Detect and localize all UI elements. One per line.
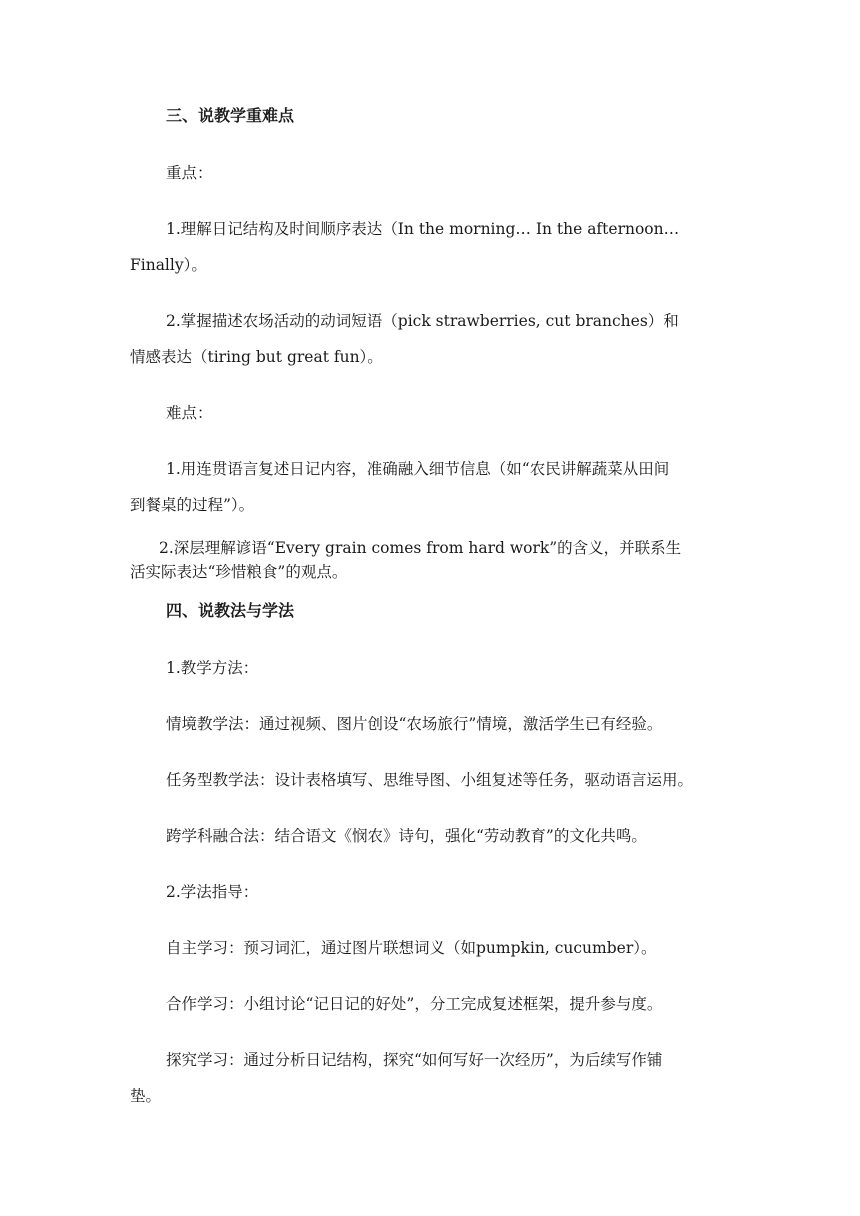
learning-guidance-2: 合作学习：小组讨论“记日记的好处”，分工完成复述框架，提升参与度。 xyxy=(166,995,663,1013)
learning-guidance-1: 自主学习：预习词汇，通过图片联想词义（如pumpkin, cucumber）。 xyxy=(166,939,657,957)
key-point-2-line-1: 2.掌握描述农场活动的动词短语（pick strawberries, cut branches）和 xyxy=(166,312,679,330)
teaching-methods-label: 1.教学方法： xyxy=(166,659,259,677)
key-point-1-line-2: Finally）。 xyxy=(130,256,207,274)
key-points-label: 重点： xyxy=(166,164,213,182)
teaching-method-1: 情境教学法：通过视频、图片创设“农场旅行”情境，激活学生已有经验。 xyxy=(166,715,663,733)
difficult-point-1-line-2: 到餐桌的过程”）。 xyxy=(130,496,255,514)
difficult-point-1-line-1: 1.用连贯语言复述日记内容，准确融入细节信息（如“农民讲解蔬菜从田间 xyxy=(166,460,670,478)
difficult-point-2-line-1: 2.深层理解谚语“Every grain comes from hard work”的含义，并联系生 xyxy=(159,539,682,557)
difficult-points-label: 难点： xyxy=(166,404,213,422)
learning-guidance-3-line-1: 探究学习：通过分析日记结构，探究“如何写好一次经历”，为后续写作铺 xyxy=(166,1051,663,1069)
section-4-heading: 四、说教法与学法 xyxy=(166,601,295,620)
key-point-1-line-1: 1.理解日记结构及时间顺序表达（In the morning… In the afternoon… xyxy=(166,220,680,238)
learning-guidance-3-line-2: 垫。 xyxy=(130,1087,162,1105)
teaching-method-2: 任务型教学法：设计表格填写、思维导图、小组复述等任务，驱动语言运用。 xyxy=(166,771,694,789)
teaching-method-3: 跨学科融合法：结合语文《悯农》诗句，强化“劳动教育”的文化共鸣。 xyxy=(166,827,647,845)
learning-guidance-label: 2.学法指导： xyxy=(166,883,259,901)
difficult-point-2-line-2: 活实际表达“珍惜粮食”的观点。 xyxy=(130,563,348,581)
section-3-heading: 三、说教学重难点 xyxy=(166,106,295,125)
key-point-2-line-2: 情感表达（tiring but great fun）。 xyxy=(130,348,383,366)
